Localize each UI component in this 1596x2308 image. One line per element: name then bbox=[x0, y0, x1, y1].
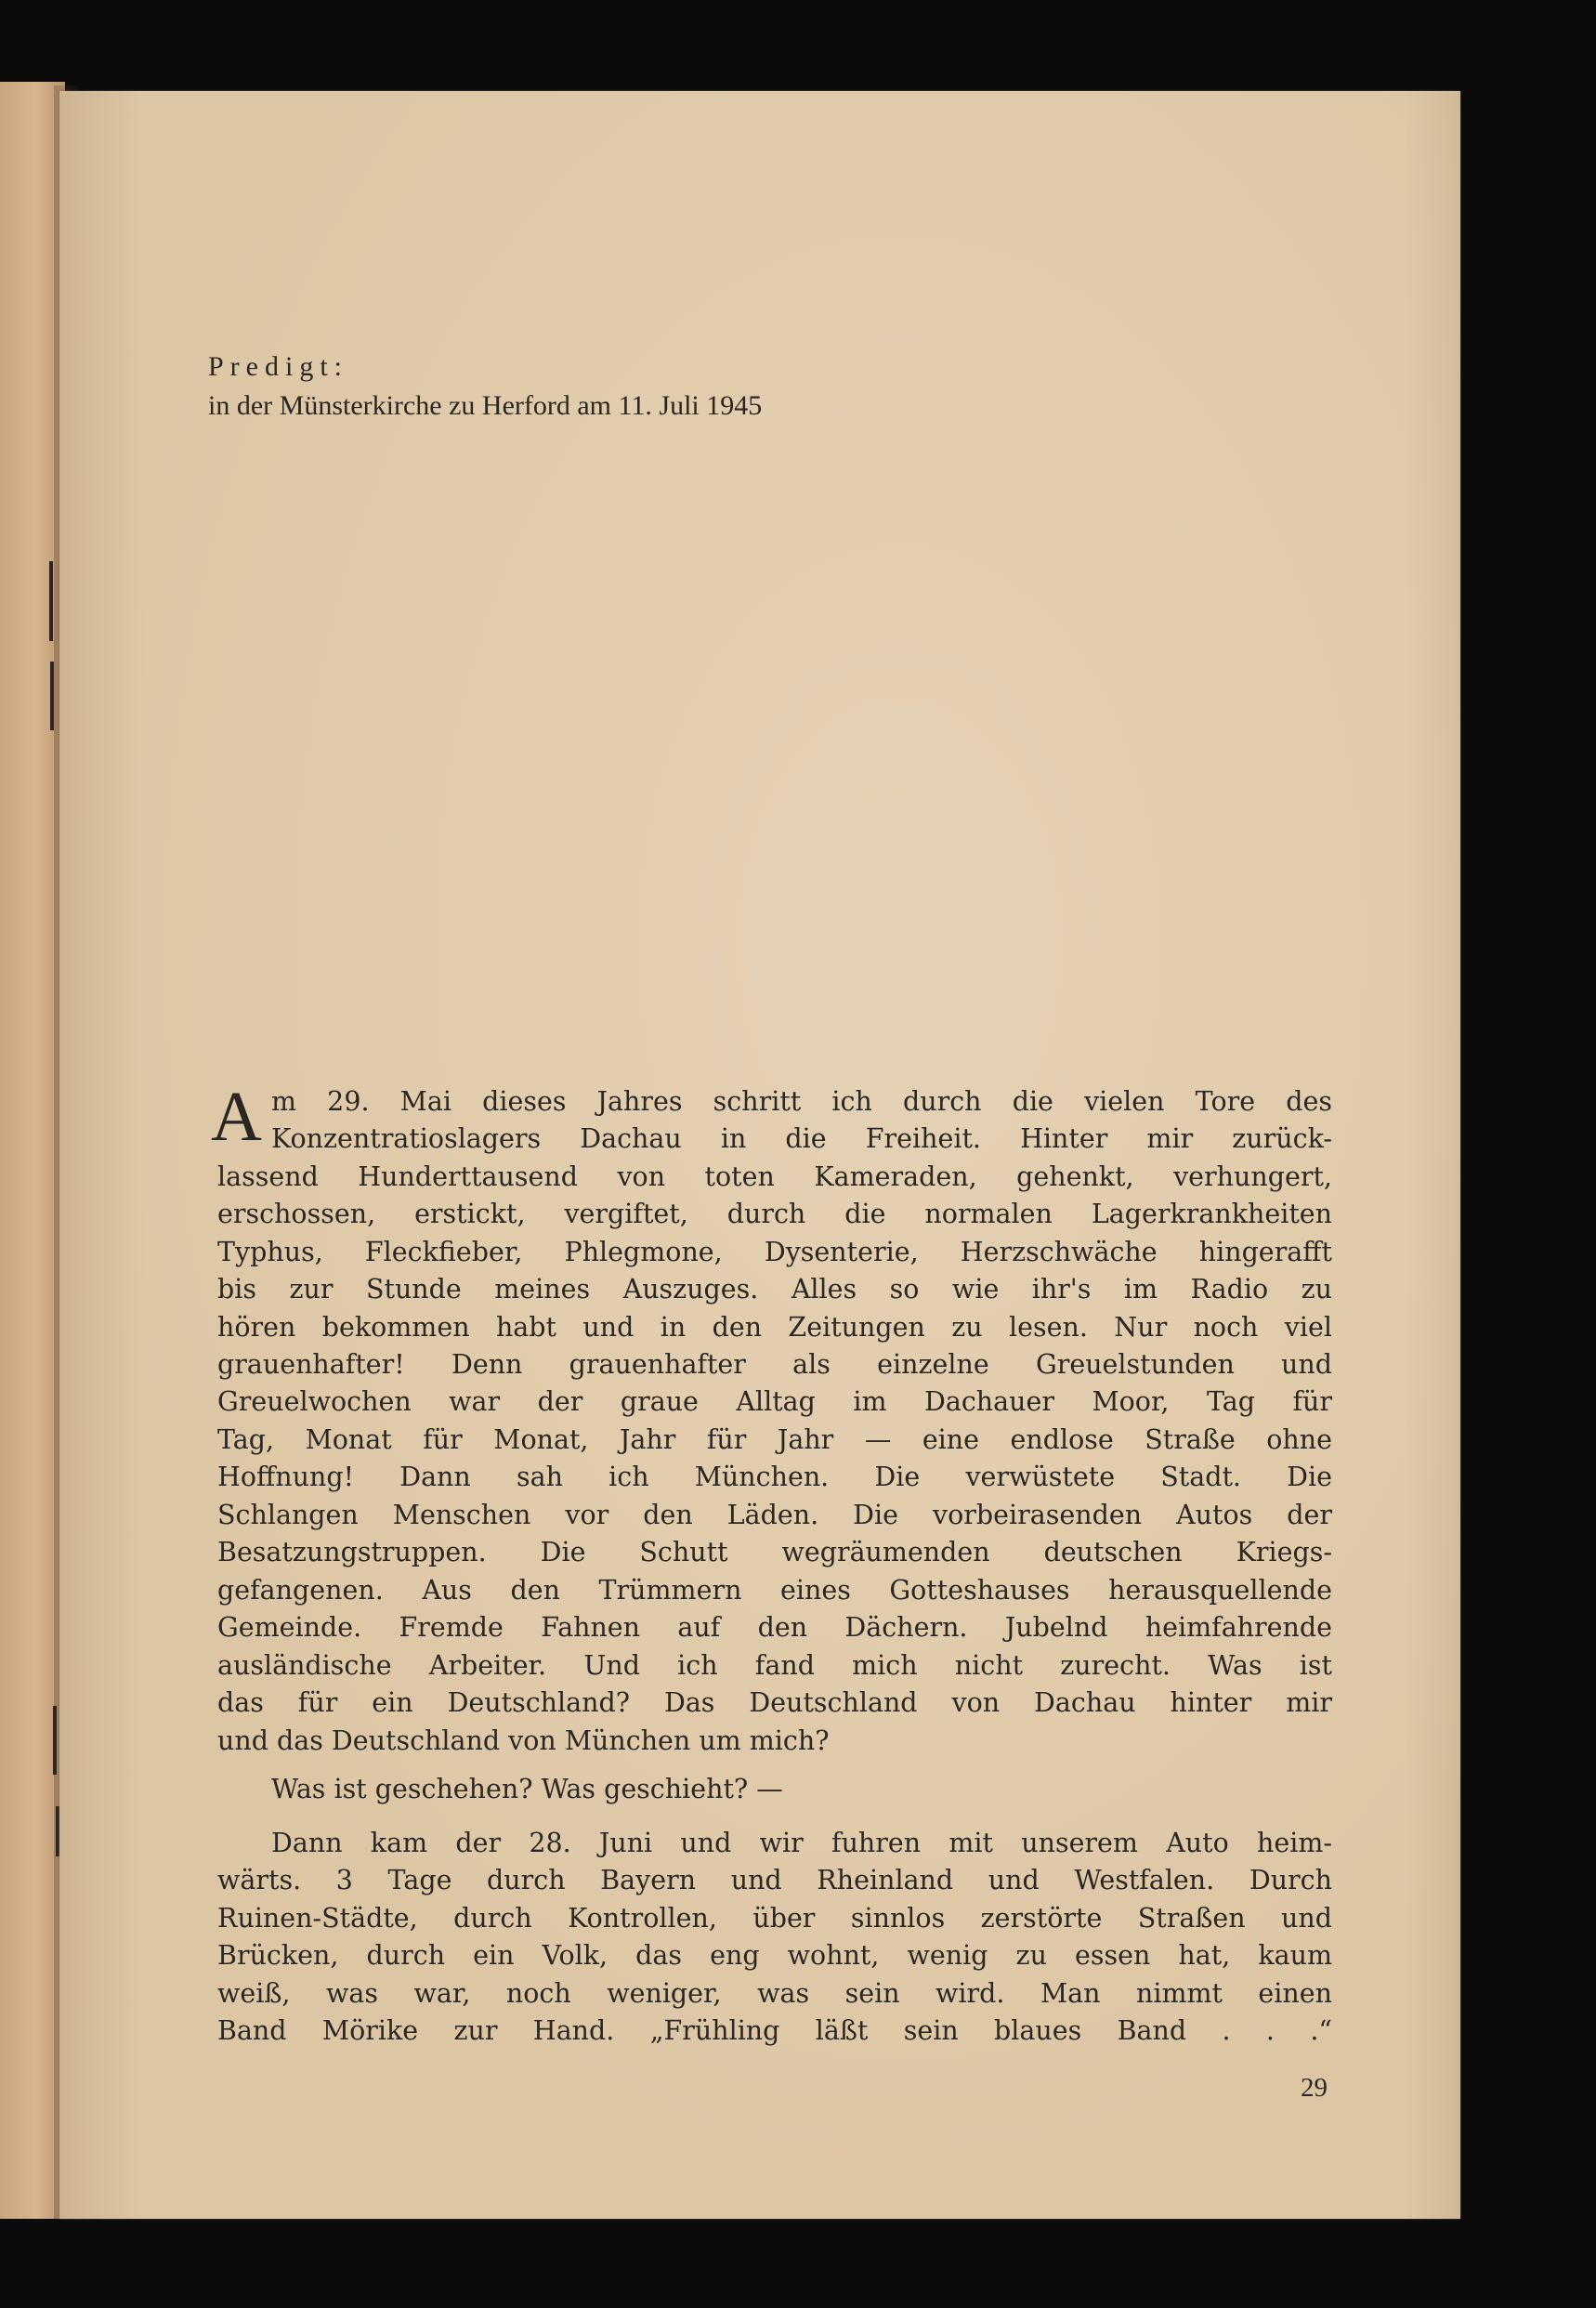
text-line: gefangenen. Aus den Trümmern eines Gotteshauses herausquellende bbox=[217, 1575, 1332, 1606]
text-line: Tag, Monat für Monat, Jahr für Jahr — eine endlose Straße ohne bbox=[217, 1424, 1332, 1455]
margin-mark bbox=[49, 561, 53, 641]
drop-cap: A bbox=[211, 1078, 262, 1156]
text-line: Konzentratioslagers Dachau in die Freiheit. Hinter mir zurück- bbox=[271, 1123, 1332, 1154]
text-line: Ruinen-Städte, durch Kontrollen, über sinnlos zerstörte Straßen und bbox=[217, 1903, 1332, 1934]
text-line: Gemeinde. Fremde Fahnen auf den Dächern. Jubelnd heimfahrende bbox=[217, 1612, 1332, 1643]
text-line: bis zur Stunde meines Auszuges. Alles so wie ihr's im Radio zu bbox=[217, 1274, 1332, 1305]
margin-mark bbox=[50, 662, 54, 730]
page-number: 29 bbox=[1301, 2073, 1328, 2103]
text-line: Band Mörike zur Hand. „Frühling läßt sein blaues Band . . .“ bbox=[217, 2015, 1332, 2046]
text-line: Besatzungstruppen. Die Schutt wegräumenden deutschen Kriegs- bbox=[217, 1537, 1332, 1567]
text-line: Brücken, durch ein Volk, das eng wohnt, wenig zu essen hat, kaum bbox=[217, 1940, 1332, 1971]
text-line: ausländische Arbeiter. Und ich fand mich nicht zurecht. Was ist bbox=[217, 1650, 1332, 1681]
text-line: und das Deutschland von München um mich? bbox=[217, 1725, 830, 1756]
text-line: grauenhafter! Denn grauenhafter als einzelne Greuelstunden und bbox=[217, 1349, 1332, 1380]
sermon-heading: Predigt: bbox=[208, 351, 348, 382]
margin-mark bbox=[53, 1706, 57, 1775]
text-line: Greuelwochen war der graue Alltag im Dachauer Moor, Tag für bbox=[217, 1386, 1332, 1417]
text-line: das für ein Deutschland? Das Deutschland von Dachau hinter mir bbox=[217, 1687, 1332, 1718]
text-line: Dann kam der 28. Juni und wir fuhren mit unserem Auto heim- bbox=[271, 1828, 1332, 1858]
text-line: weiß, was war, noch weniger, was sein wird. Man nimmt einen bbox=[217, 1978, 1332, 2009]
text-line: lassend Hunderttausend von toten Kameraden, gehenkt, verhungert, bbox=[217, 1161, 1332, 1192]
text-line: Hoffnung! Dann sah ich München. Die verwüstete Stadt. Die bbox=[217, 1462, 1332, 1492]
sermon-subtitle: in der Münsterkirche zu Herford am 11. Juli 1945 bbox=[208, 390, 763, 421]
text-line: m 29. Mai dieses Jahres schritt ich durch die vielen Tore des bbox=[271, 1086, 1332, 1117]
text-line: hören bekommen habt und in den Zeitungen zu lesen. Nur noch viel bbox=[217, 1312, 1332, 1343]
text-line: erschossen, erstickt, vergiftet, durch die normalen Lagerkrankheiten bbox=[217, 1199, 1332, 1229]
book-page bbox=[59, 91, 1460, 2219]
text-line: wärts. 3 Tage durch Bayern und Rheinland und Westfalen. Durch bbox=[217, 1865, 1332, 1895]
text-line: Was ist geschehen? Was geschieht? — bbox=[271, 1774, 783, 1804]
text-line: Schlangen Menschen vor den Läden. Die vorbeirasenden Autos der bbox=[217, 1500, 1332, 1530]
text-line: Typhus, Fleckfieber, Phlegmone, Dysenterie, Herzschwäche hingerafft bbox=[217, 1237, 1332, 1267]
